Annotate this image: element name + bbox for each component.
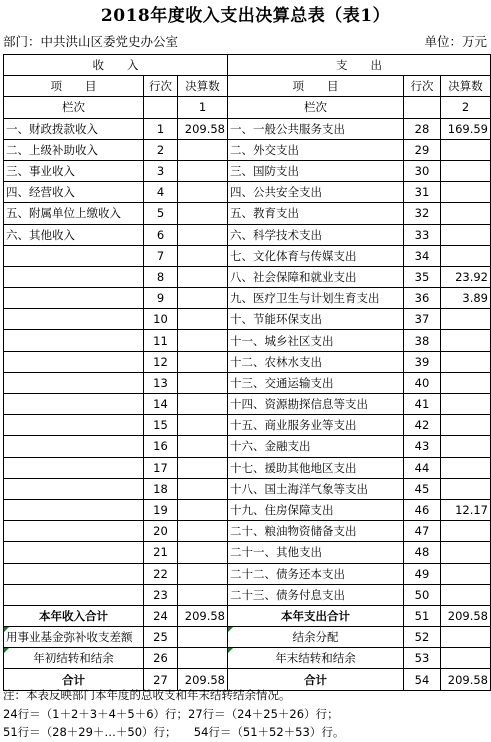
- summary-income-amount: [178, 627, 228, 648]
- summary-expense-line-no: 53: [404, 648, 441, 669]
- table-row: [4, 542, 491, 563]
- income-amount: [178, 436, 228, 457]
- table-row: [4, 394, 491, 415]
- expense-line-no: 50: [404, 584, 441, 605]
- income-line-no: 16: [144, 436, 178, 457]
- table-row: [4, 521, 491, 542]
- summary-income-line-no: 24: [144, 605, 178, 626]
- expense-line-no: 28: [404, 118, 441, 139]
- table-row: [4, 584, 491, 605]
- expense-col-label: 栏次: [228, 97, 404, 118]
- expense-item: 十、节能环保支出: [228, 309, 404, 330]
- income-amount: [178, 224, 228, 245]
- expense-line-no: 33: [404, 224, 441, 245]
- expense-line-no: 41: [404, 394, 441, 415]
- expense-col-number: 2: [441, 97, 491, 118]
- summary-income-item: 年初结转和结余: [4, 648, 144, 669]
- summary-expense-item: 年末结转和结余: [228, 648, 404, 669]
- income-line-no: 4: [144, 182, 178, 203]
- income-item: [4, 436, 144, 457]
- income-item: [4, 372, 144, 393]
- expense-line-no: 46: [404, 499, 441, 520]
- section-header-row: [4, 55, 491, 76]
- income-item: [4, 478, 144, 499]
- expense-item: 一、一般公共服务支出: [228, 118, 404, 139]
- income-item: 四、经营收入: [4, 182, 144, 203]
- expense-item: 十六、金融支出: [228, 436, 404, 457]
- expense-item: 五、教育支出: [228, 203, 404, 224]
- summary-expense-amount: 209.58: [441, 669, 491, 690]
- income-amount: [178, 499, 228, 520]
- income-amount: [178, 139, 228, 160]
- summary-expense-amount: [441, 627, 491, 648]
- expense-line-no: 35: [404, 266, 441, 287]
- summary-row: [4, 605, 491, 626]
- income-amount: [178, 182, 228, 203]
- table-row: [4, 457, 491, 478]
- income-item: [4, 521, 144, 542]
- expense-amount: [441, 563, 491, 584]
- income-line-no: 13: [144, 372, 178, 393]
- expense-item: 三、国防支出: [228, 160, 404, 181]
- income-item: [4, 584, 144, 605]
- income-line-no: 6: [144, 224, 178, 245]
- income-item: [4, 309, 144, 330]
- expense-item: 二十三、债务付息支出: [228, 584, 404, 605]
- expense-amount: [441, 478, 491, 499]
- summary-income-item: 本年收入合计: [4, 605, 144, 626]
- unit-label: 单位：万元: [424, 34, 487, 49]
- income-line-no: 20: [144, 521, 178, 542]
- table-row: [4, 563, 491, 584]
- summary-row: [4, 627, 491, 648]
- income-line-no: 14: [144, 394, 178, 415]
- column-label-row: [4, 97, 491, 118]
- summary-income-amount: 209.58: [178, 605, 228, 626]
- table-row: [4, 351, 491, 372]
- table-row: [4, 160, 491, 181]
- income-col-blank: [144, 97, 178, 118]
- income-amount: [178, 266, 228, 287]
- income-amount: [178, 415, 228, 436]
- income-item: [4, 288, 144, 309]
- expense-line-no: 36: [404, 288, 441, 309]
- income-line-no: 15: [144, 415, 178, 436]
- income-item: [4, 266, 144, 287]
- income-amount: [178, 160, 228, 181]
- expense-item: 六、科学技术支出: [228, 224, 404, 245]
- department-label: 部门：中共洪山区委党史办公室: [3, 34, 179, 49]
- budget-table: [3, 54, 491, 691]
- expense-line-no: 38: [404, 330, 441, 351]
- expense-amount: [441, 203, 491, 224]
- income-amount: [178, 203, 228, 224]
- expense-amount: [441, 182, 491, 203]
- expense-line-header: 行次: [404, 76, 441, 97]
- expense-item: 二十、粮油物资储备支出: [228, 521, 404, 542]
- expense-line-no: 44: [404, 457, 441, 478]
- expense-amount: [441, 224, 491, 245]
- expense-item: 四、公共安全支出: [228, 182, 404, 203]
- note-line-3: 51行＝（28＋29＋…＋50）行； 54行＝（51＋52＋53）行。: [3, 725, 345, 739]
- summary-row: [4, 648, 491, 669]
- income-item: [4, 415, 144, 436]
- expense-amount: [441, 584, 491, 605]
- expense-amount: [441, 351, 491, 372]
- income-amount: [178, 372, 228, 393]
- expense-item-header: 项 目: [228, 76, 404, 97]
- expense-item: 十七、援助其他地区支出: [228, 457, 404, 478]
- expense-line-no: 48: [404, 542, 441, 563]
- expense-item: 二十一、其他支出: [228, 542, 404, 563]
- income-col-number: 1: [178, 97, 228, 118]
- table-row: [4, 118, 491, 139]
- income-item: [4, 330, 144, 351]
- expense-amount: [441, 139, 491, 160]
- income-amount: [178, 351, 228, 372]
- expense-line-no: 47: [404, 521, 441, 542]
- expense-amount: [441, 372, 491, 393]
- expense-item: 十八、国土海洋气象等支出: [228, 478, 404, 499]
- summary-expense-amount: 209.58: [441, 605, 491, 626]
- income-line-no: 3: [144, 160, 178, 181]
- table-row: [4, 182, 491, 203]
- income-amount: [178, 521, 228, 542]
- expense-line-no: 39: [404, 351, 441, 372]
- expense-item: 二、外交支出: [228, 139, 404, 160]
- expense-line-no: 30: [404, 160, 441, 181]
- income-line-no: 7: [144, 245, 178, 266]
- income-line-no: 12: [144, 351, 178, 372]
- summary-expense-item: 合计: [228, 669, 404, 690]
- expense-amount: [441, 309, 491, 330]
- summary-income-amount: 209.58: [178, 669, 228, 690]
- income-item: 二、上级补助收入: [4, 139, 144, 160]
- table-row: [4, 309, 491, 330]
- expense-item: 九、医疗卫生与计划生育支出: [228, 288, 404, 309]
- income-item: [4, 351, 144, 372]
- expense-col-blank: [404, 97, 441, 118]
- summary-expense-line-no: 51: [404, 605, 441, 626]
- income-item-header: 项 目: [4, 76, 144, 97]
- income-item: 五、附属单位上缴收入: [4, 203, 144, 224]
- income-line-no: 18: [144, 478, 178, 499]
- summary-expense-item: 结余分配: [228, 627, 404, 648]
- column-header-row: [4, 76, 491, 97]
- income-amount: [178, 478, 228, 499]
- table-row: [4, 478, 491, 499]
- income-line-no: 5: [144, 203, 178, 224]
- expense-item: 十一、城乡社区支出: [228, 330, 404, 351]
- summary-income-item: 用事业基金弥补收支差额: [4, 627, 144, 648]
- note-line-2: 24行＝（1＋2＋3＋4＋5＋6）行；27行＝（24＋25＋26）行；: [3, 707, 339, 721]
- income-section-header: 收 入: [4, 55, 228, 76]
- income-amount: [178, 309, 228, 330]
- income-line-no: 23: [144, 584, 178, 605]
- expense-item: 十九、住房保障支出: [228, 499, 404, 520]
- table-row: [4, 224, 491, 245]
- table-row: [4, 330, 491, 351]
- expense-line-no: 31: [404, 182, 441, 203]
- income-item: [4, 245, 144, 266]
- income-item: [4, 542, 144, 563]
- income-line-no: 11: [144, 330, 178, 351]
- report-meta: [3, 32, 487, 52]
- summary-income-line-no: 27: [144, 669, 178, 690]
- income-item: 六、其他收入: [4, 224, 144, 245]
- summary-income-item: 合计: [4, 669, 144, 690]
- income-col-label: 栏次: [4, 97, 144, 118]
- table-row: [4, 203, 491, 224]
- income-line-no: 17: [144, 457, 178, 478]
- income-amount: 209.58: [178, 118, 228, 139]
- note-line-1: 注：本表反映部门本年度的总收支和年末结转结余情况。: [3, 688, 291, 702]
- summary-expense-line-no: 54: [404, 669, 441, 690]
- income-line-no: 22: [144, 563, 178, 584]
- expense-amount: [441, 436, 491, 457]
- expense-item: 十三、交通运输支出: [228, 372, 404, 393]
- expense-item: 十五、商业服务业等支出: [228, 415, 404, 436]
- income-item: [4, 563, 144, 584]
- income-line-no: 1: [144, 118, 178, 139]
- expense-section-header: 支 出: [228, 55, 491, 76]
- table-row: [4, 288, 491, 309]
- income-amount: [178, 563, 228, 584]
- expense-line-no: 32: [404, 203, 441, 224]
- expense-line-no: 49: [404, 563, 441, 584]
- income-line-no: 9: [144, 288, 178, 309]
- expense-amount: 169.59: [441, 118, 491, 139]
- income-amount: [178, 330, 228, 351]
- table-row: [4, 245, 491, 266]
- expense-line-no: 37: [404, 309, 441, 330]
- table-row: [4, 499, 491, 520]
- expense-amount: 12.17: [441, 499, 491, 520]
- report-title: 2018年度收入支出决算总表（表1）: [100, 6, 391, 26]
- expense-line-no: 43: [404, 436, 441, 457]
- expense-amount: 3.89: [441, 288, 491, 309]
- summary-expense-line-no: 52: [404, 627, 441, 648]
- expense-item: 八、社会保障和就业支出: [228, 266, 404, 287]
- income-line-header: 行次: [144, 76, 178, 97]
- expense-amount: [441, 542, 491, 563]
- income-amount: [178, 245, 228, 266]
- expense-item: 十四、资源勘探信息等支出: [228, 394, 404, 415]
- summary-income-amount: [178, 648, 228, 669]
- income-amount: [178, 542, 228, 563]
- income-line-no: 2: [144, 139, 178, 160]
- expense-amount: 23.92: [441, 266, 491, 287]
- expense-amount: [441, 415, 491, 436]
- expense-item: 二十二、债务还本支出: [228, 563, 404, 584]
- income-line-no: 10: [144, 309, 178, 330]
- expense-amount: [441, 330, 491, 351]
- expense-line-no: 45: [404, 478, 441, 499]
- summary-expense-item: 本年支出合计: [228, 605, 404, 626]
- income-line-no: 21: [144, 542, 178, 563]
- income-amount: [178, 288, 228, 309]
- table-row: [4, 372, 491, 393]
- expense-amount: [441, 457, 491, 478]
- expense-item: 十二、农林水支出: [228, 351, 404, 372]
- summary-income-line-no: 26: [144, 648, 178, 669]
- expense-line-no: 42: [404, 415, 441, 436]
- expense-amount-header: 决算数: [441, 76, 491, 97]
- summary-expense-amount: [441, 648, 491, 669]
- income-amount: [178, 457, 228, 478]
- income-amount: [178, 394, 228, 415]
- summary-income-line-no: 25: [144, 627, 178, 648]
- expense-line-no: 34: [404, 245, 441, 266]
- expense-amount: [441, 521, 491, 542]
- table-row: [4, 436, 491, 457]
- table-row: [4, 266, 491, 287]
- income-line-no: 8: [144, 266, 178, 287]
- expense-item: 七、文化体育与传媒支出: [228, 245, 404, 266]
- income-item: [4, 457, 144, 478]
- table-row: [4, 139, 491, 160]
- income-amount-header: 决算数: [178, 76, 228, 97]
- table-row: [4, 415, 491, 436]
- income-item: [4, 394, 144, 415]
- income-item: 一、财政拨款收入: [4, 118, 144, 139]
- expense-amount: [441, 394, 491, 415]
- income-item: 三、事业收入: [4, 160, 144, 181]
- income-item: [4, 499, 144, 520]
- expense-line-no: 40: [404, 372, 441, 393]
- expense-amount: [441, 160, 491, 181]
- expense-amount: [441, 245, 491, 266]
- expense-line-no: 29: [404, 139, 441, 160]
- income-line-no: 19: [144, 499, 178, 520]
- income-amount: [178, 584, 228, 605]
